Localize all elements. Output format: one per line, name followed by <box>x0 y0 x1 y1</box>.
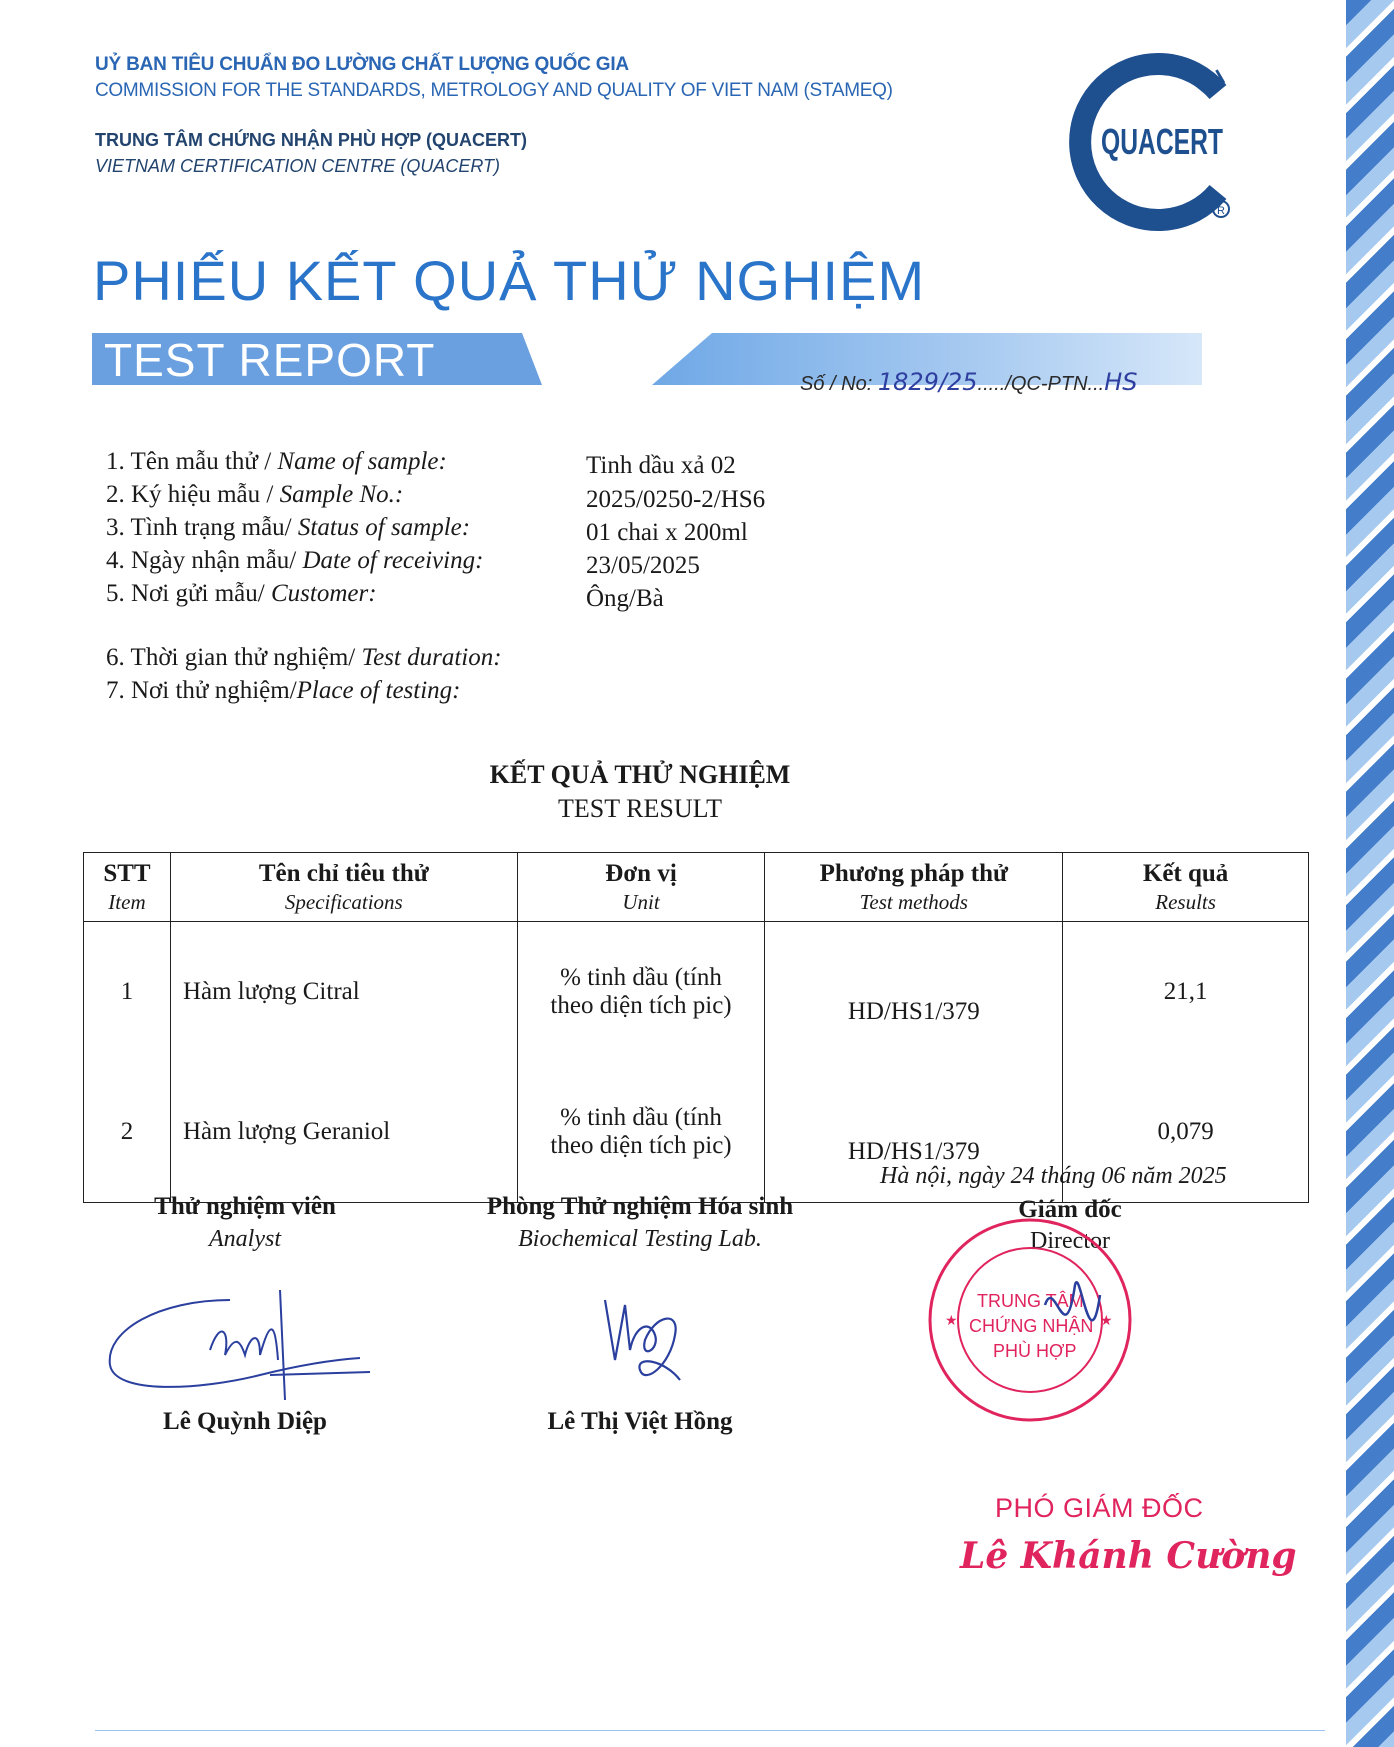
svg-text:★: ★ <box>1100 1312 1113 1328</box>
deputy-director-name: Lê Khánh Cường <box>960 1535 1297 1577</box>
col-unit: Đơn vị Unit <box>517 853 765 922</box>
cell-specification: Hàm lượng Citral <box>170 922 517 1063</box>
cell-result: 21,1 <box>1063 922 1309 1063</box>
logo-text: QUACERT <box>1101 121 1224 162</box>
cell-unit: % tinh dầu (tính theo diện tích pic) <box>517 922 765 1063</box>
report-number <box>800 368 1137 396</box>
issue-date: Hà nội, ngày 24 tháng 06 năm 2025 <box>880 1163 1227 1189</box>
col-specification: Tên chỉ tiêu thử Specifications <box>170 853 517 922</box>
cell-result: 0,079 <box>1063 1062 1309 1203</box>
director-title: Giám đốc <box>1018 1196 1122 1223</box>
info-value-customer: Ông/Bà <box>586 585 664 612</box>
col-result: Kết quả Results <box>1063 853 1309 922</box>
svg-text:CHỨNG NHẬN: CHỨNG NHẬN <box>969 1316 1094 1336</box>
deputy-director-title: PHÓ GIÁM ĐỐC <box>995 1493 1204 1523</box>
svg-text:VN: VN <box>1190 64 1229 102</box>
cell-method: HD/HS1/379 <box>765 1062 1063 1203</box>
report-number-initials: HS <box>1104 368 1138 396</box>
info-label-customer: 5. Nơi gửi mẫu/ Customer: <box>106 580 377 607</box>
analyst-title: Thử nghiệm viên <box>154 1193 336 1220</box>
report-title-vn: PHIẾU KẾT QUẢ THỬ NGHIỆM <box>93 249 926 312</box>
lab-title: Phòng Thử nghiệm Hóa sinh <box>486 1193 794 1220</box>
cell-method: HD/HS1/379 <box>765 922 1063 1063</box>
director-title-en: Director <box>1030 1228 1110 1254</box>
info-label-status: 3. Tình trạng mẫu/ Status of sample: <box>106 514 471 541</box>
info-label-place: 7. Nơi thử nghiệm/Place of testing: <box>106 677 461 704</box>
result-heading-vn: KẾT QUẢ THỬ NGHIỆM <box>489 760 791 789</box>
official-stamp <box>925 1215 1135 1425</box>
svg-text:★: ★ <box>945 1312 958 1328</box>
footer-divider <box>95 1730 1325 1731</box>
svg-text:R: R <box>1217 205 1225 217</box>
col-item: STT Item <box>84 853 171 922</box>
col-method: Phương pháp thử Test methods <box>765 853 1063 922</box>
report-number-suffix: ...../QC-PTN... <box>977 373 1105 395</box>
svg-text:PHÙ HỢP: PHÙ HỢP <box>993 1341 1077 1361</box>
cell-item: 1 <box>84 922 171 1063</box>
info-label-duration: 6. Thời gian thử nghiệm/ Test duration: <box>106 644 502 671</box>
info-label-sample-no: 2. Ký hiệu mẫu / Sample No.: <box>106 481 404 508</box>
report-number-handwritten: 1829/25 <box>877 368 978 396</box>
info-value-name: Tinh dầu xả 02 <box>586 452 736 479</box>
info-value-sample-no: 2025/0250-2/HS6 <box>586 486 766 513</box>
info-label-name: 1. Tên mẫu thử / Name of sample: <box>106 448 447 475</box>
cell-item: 2 <box>84 1062 171 1203</box>
lab-head-name: Lê Thị Việt Hồng <box>547 1408 733 1435</box>
quacert-logo <box>1068 52 1248 232</box>
info-label-date: 4. Ngày nhận mẫu/ Date of receiving: <box>106 547 484 574</box>
info-value-status: 01 chai x 200ml <box>586 519 748 546</box>
table-header-row <box>84 853 1309 922</box>
table-row <box>84 922 1309 1063</box>
cell-unit: % tinh dầu (tính theo diện tích pic) <box>517 1062 765 1203</box>
lab-title-en: Biochemical Testing Lab. <box>518 1226 762 1252</box>
analyst-name: Lê Quỳnh Diệp <box>163 1408 327 1435</box>
analyst-signature <box>100 1280 390 1410</box>
result-heading-en: TEST RESULT <box>558 794 722 823</box>
report-number-label: Số / No: <box>800 373 878 395</box>
header-org-vn: UỶ BAN TIÊU CHUẨN ĐO LƯỜNG CHẤT LƯỢNG QUỐC GIA <box>95 54 629 75</box>
header-centre-en: VIETNAM CERTIFICATION CENTRE (QUACERT) <box>95 156 501 176</box>
info-value-date: 23/05/2025 <box>586 552 700 579</box>
result-table <box>83 852 1309 1203</box>
analyst-title-en: Analyst <box>209 1226 281 1252</box>
report-title-en: TEST REPORT <box>104 334 436 386</box>
header-centre-vn: TRUNG TÂM CHỨNG NHẬN PHÙ HỢP (QUACERT) <box>95 130 527 150</box>
header-org-en: COMMISSION FOR THE STANDARDS, METROLOGY AND QUALITY OF VIET NAM (STAMEQ) <box>95 80 893 101</box>
svg-text:TRUNG TÂM: TRUNG TÂM <box>977 1291 1084 1311</box>
lab-signature <box>585 1290 715 1400</box>
decorative-border <box>1346 0 1394 1747</box>
cell-specification: Hàm lượng Geraniol <box>170 1062 517 1203</box>
